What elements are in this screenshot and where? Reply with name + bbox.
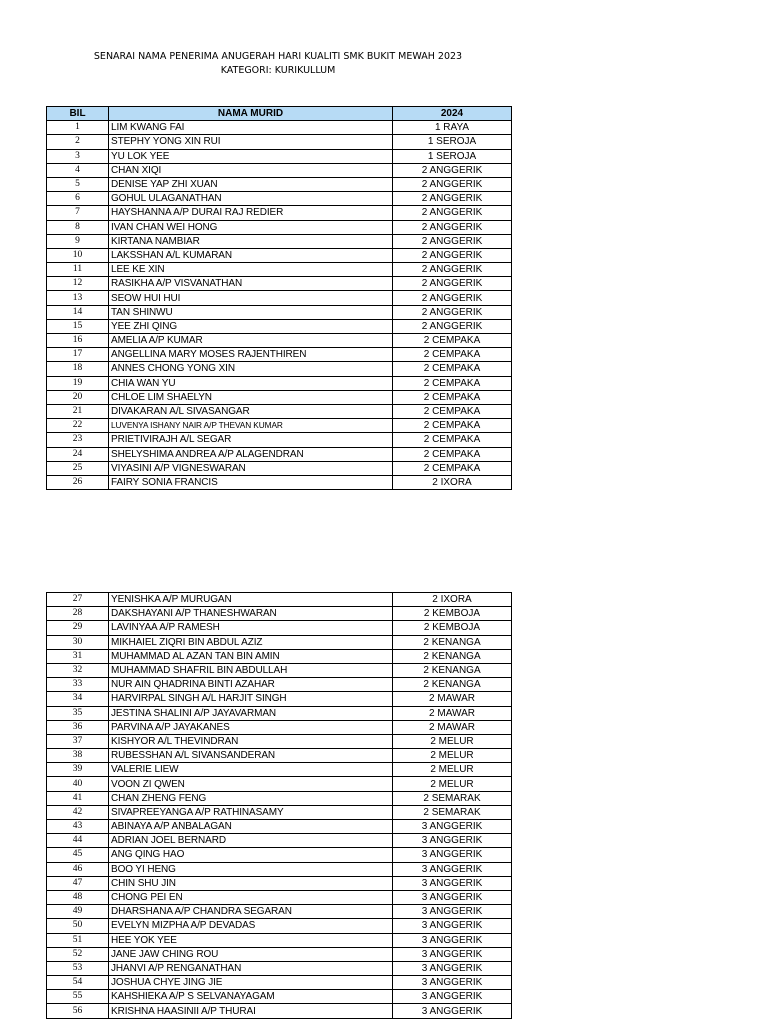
student-class: 2 ANGGERIK: [393, 263, 512, 277]
row-number: 19: [47, 376, 109, 390]
student-class: 2 MAWAR: [393, 692, 512, 706]
row-number: 28: [47, 607, 109, 621]
row-number: 9: [47, 234, 109, 248]
row-number: 50: [47, 919, 109, 933]
student-name: MUHAMMAD SHAFRIL BIN ABDULLAH: [109, 663, 393, 677]
table-row: [47, 319, 512, 333]
row-number: 24: [47, 447, 109, 461]
student-class: 2 KENANGA: [393, 635, 512, 649]
student-class: 2 ANGGERIK: [393, 305, 512, 319]
student-name: KRISHNA HAASINII A/P THURAI: [109, 1004, 393, 1018]
student-name: RUBESSHAN A/L SIVANSANDERAN: [109, 749, 393, 763]
student-name: STEPHY YONG XIN RUI: [109, 135, 393, 149]
student-class: 2 MAWAR: [393, 720, 512, 734]
table-row: [47, 263, 512, 277]
student-class: 1 SEROJA: [393, 149, 512, 163]
table-row: [47, 763, 512, 777]
table-row: [47, 947, 512, 961]
row-number: 54: [47, 976, 109, 990]
row-number: 30: [47, 635, 109, 649]
student-name: YU LOK YEE: [109, 149, 393, 163]
row-number: 12: [47, 277, 109, 291]
student-name: LUVENYA ISHANY NAIR A/P THEVAN KUMAR: [109, 419, 393, 433]
student-name: JESTINA SHALINI A/P JAYAVARMAN: [109, 706, 393, 720]
student-name: NUR AIN QHADRINA BINTI AZAHAR: [109, 678, 393, 692]
student-name: SIVAPREEYANGA A/P RATHINASAMY: [109, 805, 393, 819]
table-row: [47, 791, 512, 805]
row-number: 23: [47, 433, 109, 447]
row-number: 38: [47, 749, 109, 763]
student-name: CHAN ZHENG FENG: [109, 791, 393, 805]
table-row: [47, 419, 512, 433]
student-name: ANG QING HAO: [109, 848, 393, 862]
row-number: 51: [47, 933, 109, 947]
student-name: MIKHAIEL ZIQRI BIN ABDUL AZIZ: [109, 635, 393, 649]
table-row: [47, 149, 512, 163]
table-row: [47, 862, 512, 876]
row-number: 49: [47, 905, 109, 919]
student-name: MUHAMMAD AL AZAN TAN BIN AMIN: [109, 649, 393, 663]
student-class: 2 CEMPAKA: [393, 419, 512, 433]
student-name: LAKSSHAN A/L KUMARAN: [109, 248, 393, 262]
student-class: 2 CEMPAKA: [393, 390, 512, 404]
student-name: HAYSHANNA A/P DURAI RAJ REDIER: [109, 206, 393, 220]
table-row: [47, 447, 512, 461]
student-class: 3 ANGGERIK: [393, 820, 512, 834]
student-name: LEE KE XIN: [109, 263, 393, 277]
table-body-1: [47, 121, 512, 490]
student-name: PARVINA A/P JAYAKANES: [109, 720, 393, 734]
table-row: [47, 976, 512, 990]
student-name: BOO YI HENG: [109, 862, 393, 876]
student-name: ADRIAN JOEL BERNARD: [109, 834, 393, 848]
student-class: 2 KEMBOJA: [393, 621, 512, 635]
student-class: 2 SEMARAK: [393, 805, 512, 819]
table-row: [47, 749, 512, 763]
table-row: [47, 234, 512, 248]
student-class: 3 ANGGERIK: [393, 890, 512, 904]
table-row: [47, 607, 512, 621]
row-number: 37: [47, 734, 109, 748]
student-name: GOHUL ULAGANATHAN: [109, 192, 393, 206]
student-class: 2 CEMPAKA: [393, 348, 512, 362]
row-number: 3: [47, 149, 109, 163]
row-number: 14: [47, 305, 109, 319]
student-class: 2 ANGGERIK: [393, 277, 512, 291]
row-number: 8: [47, 220, 109, 234]
student-class: 2 ANGGERIK: [393, 234, 512, 248]
student-class: 2 CEMPAKA: [393, 362, 512, 376]
row-number: 56: [47, 1004, 109, 1018]
row-number: 7: [47, 206, 109, 220]
student-name: LAVINYAA A/P RAMESH: [109, 621, 393, 635]
table-row: [47, 805, 512, 819]
student-name: ANNES CHONG YONG XIN: [109, 362, 393, 376]
student-class: 2 KEMBOJA: [393, 607, 512, 621]
table-row: [47, 376, 512, 390]
table-row: [47, 663, 512, 677]
student-class: 2 MELUR: [393, 777, 512, 791]
row-number: 29: [47, 621, 109, 635]
row-number: 39: [47, 763, 109, 777]
student-name: ANGELLINA MARY MOSES RAJENTHIREN: [109, 348, 393, 362]
row-number: 1: [47, 121, 109, 135]
student-name: KIRTANA NAMBIAR: [109, 234, 393, 248]
student-name: EVELYN MIZPHA A/P DEVADAS: [109, 919, 393, 933]
row-number: 48: [47, 890, 109, 904]
table-header-row: [47, 107, 512, 121]
student-name: JHANVI A/P RENGANATHAN: [109, 961, 393, 975]
student-class: 2 CEMPAKA: [393, 433, 512, 447]
student-name: SHELYSHIMA ANDREA A/P ALAGENDRAN: [109, 447, 393, 461]
student-class: 2 ANGGERIK: [393, 248, 512, 262]
table-row: [47, 706, 512, 720]
student-class: 3 ANGGERIK: [393, 933, 512, 947]
student-name: VOON ZI QWEN: [109, 777, 393, 791]
table-row: [47, 734, 512, 748]
table-row: [47, 192, 512, 206]
student-name: DAKSHAYANI A/P THANESHWARAN: [109, 607, 393, 621]
student-name: HARVIRPAL SINGH A/L HARJIT SINGH: [109, 692, 393, 706]
row-number: 26: [47, 475, 109, 489]
row-number: 13: [47, 291, 109, 305]
row-number: 11: [47, 263, 109, 277]
table-row: [47, 334, 512, 348]
table-row: [47, 990, 512, 1004]
table-row: [47, 433, 512, 447]
table-row: [47, 961, 512, 975]
student-class: 2 CEMPAKA: [393, 461, 512, 475]
student-class: 3 ANGGERIK: [393, 990, 512, 1004]
student-name: PRIETIVIRAJH A/L SEGAR: [109, 433, 393, 447]
table-row: [47, 933, 512, 947]
row-number: 25: [47, 461, 109, 475]
student-class: 2 MELUR: [393, 734, 512, 748]
table-row: [47, 635, 512, 649]
student-class: 2 KENANGA: [393, 663, 512, 677]
table-row: [47, 876, 512, 890]
recipient-table-2: [46, 592, 512, 1019]
document-category: KATEGORI: KURIKULLUM: [220, 65, 336, 76]
row-number: 46: [47, 862, 109, 876]
student-name: CHIN SHU JIN: [109, 876, 393, 890]
row-number: 5: [47, 177, 109, 191]
student-class: 3 ANGGERIK: [393, 976, 512, 990]
student-name: HEE YOK YEE: [109, 933, 393, 947]
table-row: [47, 206, 512, 220]
student-class: 2 CEMPAKA: [393, 404, 512, 418]
student-class: 2 ANGGERIK: [393, 177, 512, 191]
student-name: SEOW HUI HUI: [109, 291, 393, 305]
student-name: DIVAKARAN A/L SIVASANGAR: [109, 404, 393, 418]
table-row: [47, 890, 512, 904]
table-row: [47, 220, 512, 234]
student-name: YEE ZHI QING: [109, 319, 393, 333]
student-class: 2 ANGGERIK: [393, 192, 512, 206]
student-class: 3 ANGGERIK: [393, 905, 512, 919]
table-row: [47, 692, 512, 706]
table-row: [47, 404, 512, 418]
row-number: 55: [47, 990, 109, 1004]
row-number: 44: [47, 834, 109, 848]
student-class: 2 IXORA: [393, 475, 512, 489]
student-name: DENISE YAP ZHI XUAN: [109, 177, 393, 191]
student-name: LIM KWANG FAI: [109, 121, 393, 135]
student-name: CHIA WAN YU: [109, 376, 393, 390]
header-name: NAMA MURID: [109, 107, 393, 121]
student-class: 1 SEROJA: [393, 135, 512, 149]
row-number: 20: [47, 390, 109, 404]
row-number: 52: [47, 947, 109, 961]
student-class: 2 ANGGERIK: [393, 319, 512, 333]
student-class: 2 CEMPAKA: [393, 334, 512, 348]
table-row: [47, 277, 512, 291]
document-title: SENARAI NAMA PENERIMA ANUGERAH HARI KUALITI SMK BUKIT MEWAH 2023: [93, 51, 463, 62]
table-row: [47, 362, 512, 376]
student-class: 2 CEMPAKA: [393, 447, 512, 461]
student-class: 2 MELUR: [393, 749, 512, 763]
student-name: FAIRY SONIA FRANCIS: [109, 475, 393, 489]
table-row: [47, 834, 512, 848]
row-number: 18: [47, 362, 109, 376]
header-bil: BIL: [47, 107, 109, 121]
row-number: 10: [47, 248, 109, 262]
student-class: 3 ANGGERIK: [393, 1004, 512, 1018]
student-class: 3 ANGGERIK: [393, 862, 512, 876]
student-class: 3 ANGGERIK: [393, 834, 512, 848]
table-row: [47, 248, 512, 262]
table-row: [47, 777, 512, 791]
table-row: [47, 121, 512, 135]
student-name: YENISHKA A/P MURUGAN: [109, 593, 393, 607]
row-number: 42: [47, 805, 109, 819]
student-name: KAHSHIEKA A/P S SELVANAYAGAM: [109, 990, 393, 1004]
student-name: KISHYOR A/L THEVINDRAN: [109, 734, 393, 748]
row-number: 40: [47, 777, 109, 791]
student-name: DHARSHANA A/P CHANDRA SEGARAN: [109, 905, 393, 919]
student-name: CHLOE LIM SHAELYN: [109, 390, 393, 404]
student-name: RASIKHA A/P VISVANATHAN: [109, 277, 393, 291]
student-name: JANE JAW CHING ROU: [109, 947, 393, 961]
student-class: 3 ANGGERIK: [393, 876, 512, 890]
header-year: 2024: [393, 107, 512, 121]
table-row: [47, 905, 512, 919]
table-body-2: [47, 593, 512, 1019]
row-number: 2: [47, 135, 109, 149]
student-class: 1 RAYA: [393, 121, 512, 135]
student-class: 2 CEMPAKA: [393, 376, 512, 390]
table-row: [47, 649, 512, 663]
student-name: JOSHUA CHYE JING JIE: [109, 976, 393, 990]
row-number: 6: [47, 192, 109, 206]
table-row: [47, 1004, 512, 1018]
row-number: 21: [47, 404, 109, 418]
row-number: 35: [47, 706, 109, 720]
row-number: 33: [47, 678, 109, 692]
table-row: [47, 390, 512, 404]
student-name: ABINAYA A/P ANBALAGAN: [109, 820, 393, 834]
student-class: 3 ANGGERIK: [393, 919, 512, 933]
student-class: 2 KENANGA: [393, 678, 512, 692]
student-name: IVAN CHAN WEI HONG: [109, 220, 393, 234]
student-class: 2 ANGGERIK: [393, 220, 512, 234]
student-class: 2 IXORA: [393, 593, 512, 607]
row-number: 53: [47, 961, 109, 975]
table-row: [47, 163, 512, 177]
student-name: VIYASINI A/P VIGNESWARAN: [109, 461, 393, 475]
table-row: [47, 135, 512, 149]
row-number: 41: [47, 791, 109, 805]
student-class: 2 ANGGERIK: [393, 206, 512, 220]
student-name: CHAN XIQI: [109, 163, 393, 177]
student-class: 2 KENANGA: [393, 649, 512, 663]
student-class: 2 SEMARAK: [393, 791, 512, 805]
table-row: [47, 848, 512, 862]
row-number: 32: [47, 663, 109, 677]
row-number: 34: [47, 692, 109, 706]
student-class: 2 MAWAR: [393, 706, 512, 720]
row-number: 27: [47, 593, 109, 607]
row-number: 43: [47, 820, 109, 834]
row-number: 36: [47, 720, 109, 734]
student-class: 2 MELUR: [393, 763, 512, 777]
recipient-table-1: [46, 106, 512, 490]
student-name: CHONG PEI EN: [109, 890, 393, 904]
row-number: 47: [47, 876, 109, 890]
table-row: [47, 461, 512, 475]
row-number: 17: [47, 348, 109, 362]
student-class: 3 ANGGERIK: [393, 947, 512, 961]
table-row: [47, 720, 512, 734]
table-row: [47, 177, 512, 191]
student-class: 3 ANGGERIK: [393, 848, 512, 862]
row-number: 22: [47, 419, 109, 433]
student-name: AMELIA A/P KUMAR: [109, 334, 393, 348]
row-number: 45: [47, 848, 109, 862]
table-row: [47, 919, 512, 933]
row-number: 4: [47, 163, 109, 177]
student-name: VALERIE LIEW: [109, 763, 393, 777]
student-class: 2 ANGGERIK: [393, 291, 512, 305]
table-row: [47, 291, 512, 305]
row-number: 15: [47, 319, 109, 333]
student-name: TAN SHINWU: [109, 305, 393, 319]
row-number: 31: [47, 649, 109, 663]
row-number: 16: [47, 334, 109, 348]
table-row: [47, 820, 512, 834]
table-row: [47, 593, 512, 607]
student-class: 2 ANGGERIK: [393, 163, 512, 177]
table-row: [47, 621, 512, 635]
table-row: [47, 678, 512, 692]
table-row: [47, 305, 512, 319]
table-row: [47, 475, 512, 489]
table-row: [47, 348, 512, 362]
student-class: 3 ANGGERIK: [393, 961, 512, 975]
